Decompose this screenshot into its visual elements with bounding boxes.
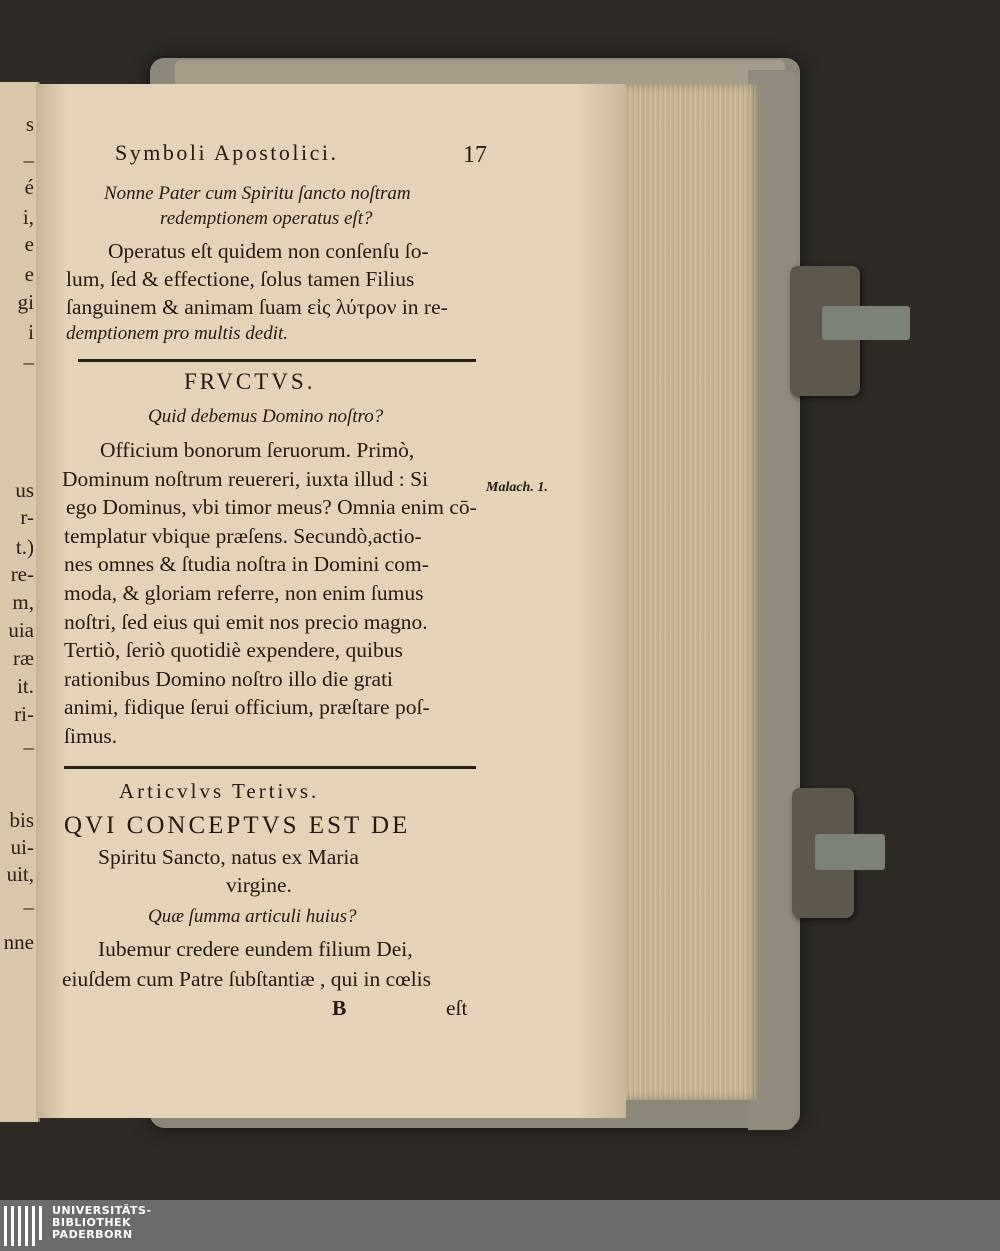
- page-number: 17: [463, 142, 487, 168]
- library-name-line-3: PADERBORN: [52, 1228, 133, 1241]
- article-title-line-1: QVI CONCEPTVS EST DE: [64, 812, 411, 839]
- library-name: [52, 1205, 152, 1241]
- previous-page-fragment: i: [28, 320, 34, 344]
- answer-2-line: ſimus.: [64, 724, 118, 748]
- answer-2-line: Tertiò, ſeriò quotidiè expendere, quibus: [64, 638, 403, 663]
- answer-3-line-1: Iubemur credere eundem filium Dei,: [98, 937, 413, 961]
- signature-mark: B: [332, 996, 347, 1020]
- answer-2-line: templatur vbique præſens. Secundò,actio-: [64, 523, 422, 548]
- lower-clasp-metal: [815, 834, 885, 870]
- library-name-line-2: BIBLIOTHEK: [52, 1216, 132, 1229]
- previous-page-fragment: –: [23, 735, 34, 759]
- page-block-edge: [612, 84, 760, 1100]
- question-1-line-1: Nonne Pater cum Spiritu ſancto noſtram: [104, 183, 411, 204]
- article-title-line-2: Spiritu Sancto, natus ex Maria: [98, 845, 359, 869]
- answer-1-line-1: Operatus eſt quidem non conſenſu ſo-: [108, 239, 429, 263]
- previous-page-fragment: e: [24, 232, 34, 256]
- previous-page-fragment: –: [23, 895, 34, 919]
- question-3: Quæ ſumma articuli huius?: [148, 906, 357, 927]
- previous-page-fragment: ri-: [14, 702, 34, 726]
- margin-reference: Malach. 1.: [486, 480, 548, 495]
- previous-page-fragment: ræ: [13, 646, 34, 670]
- question-1-line-2: redemptionem operatus eſt?: [160, 208, 373, 229]
- previous-page-fragment: –: [23, 148, 34, 172]
- answer-3-line-2: eiuſdem cum Patre ſubſtantiæ , qui in cœlis: [62, 967, 432, 991]
- previous-page-fragment: e: [24, 262, 34, 286]
- library-footer: [0, 1200, 1000, 1251]
- previous-page-fragment: r-: [20, 505, 34, 529]
- previous-page-fragment: nne: [3, 930, 34, 954]
- answer-1-line-3: ſanguinem & animam ſuam εἰς λύτρον in re-: [66, 295, 448, 319]
- article-heading: Articvlvs Tertivs.: [119, 779, 320, 803]
- answer-2-line: Officium bonorum ſeruorum. Primò,: [100, 438, 415, 462]
- catchword: eſt: [446, 996, 468, 1020]
- previous-page-fragment: ui-: [10, 835, 34, 859]
- previous-page-fragment: i,: [22, 205, 34, 229]
- answer-2-line: noſtri, ſed eius qui emit nos precio magno.: [64, 609, 428, 634]
- divider-rule-1: [78, 359, 476, 362]
- previous-page-fragment: uit,: [6, 862, 34, 886]
- answer-2-line: ego Dominus, vbi timor meus? Omnia enim cō-: [66, 495, 477, 520]
- previous-page-fragment: –: [23, 350, 34, 374]
- answer-2-line: moda, & gloriam referre, non enim ſumus: [64, 581, 424, 605]
- library-logo-icon: [4, 1206, 44, 1246]
- previous-page-fragment: us: [15, 478, 34, 502]
- answer-2-line: Dominum noſtrum reuereri, iuxta illud : Si: [62, 466, 429, 491]
- divider-rule-2: [64, 766, 476, 769]
- running-head: Symboli Apostolici.: [115, 140, 339, 165]
- answer-2-line: rationibus Domino noſtro illo die grati: [64, 666, 394, 691]
- previous-page-fragment: gi: [17, 290, 34, 314]
- previous-page-fragment: t.): [15, 535, 34, 559]
- article-title-line-3: virgine.: [226, 873, 292, 897]
- upper-clasp-metal: [822, 306, 910, 340]
- fructus-heading: FRVCTVS.: [184, 369, 316, 394]
- library-name-line-1: UNIVERSITÄTS-: [52, 1204, 152, 1217]
- answer-2-line: nes omnes & ſtudia noſtra in Domini com-: [64, 552, 429, 577]
- previous-page-fragment: re-: [10, 562, 34, 586]
- previous-page-edge: [0, 82, 40, 1122]
- previous-page-fragment: é: [24, 175, 34, 199]
- previous-page-fragment: m,: [12, 590, 34, 614]
- answer-2-line: animi, fidique ſerui officium, præſtare poſ-: [64, 695, 430, 720]
- answer-1-line-4: demptionem pro multis dedit.: [66, 323, 288, 344]
- previous-page-fragment: it.: [17, 674, 34, 698]
- previous-page-fragment: uia: [8, 618, 34, 642]
- answer-1-line-2: lum, ſed & effectione, ſolus tamen Filius: [66, 267, 415, 291]
- previous-page-fragment: bis: [9, 808, 34, 832]
- previous-page-fragment: s: [25, 112, 34, 136]
- question-2: Quid debemus Domino noſtro?: [148, 406, 384, 427]
